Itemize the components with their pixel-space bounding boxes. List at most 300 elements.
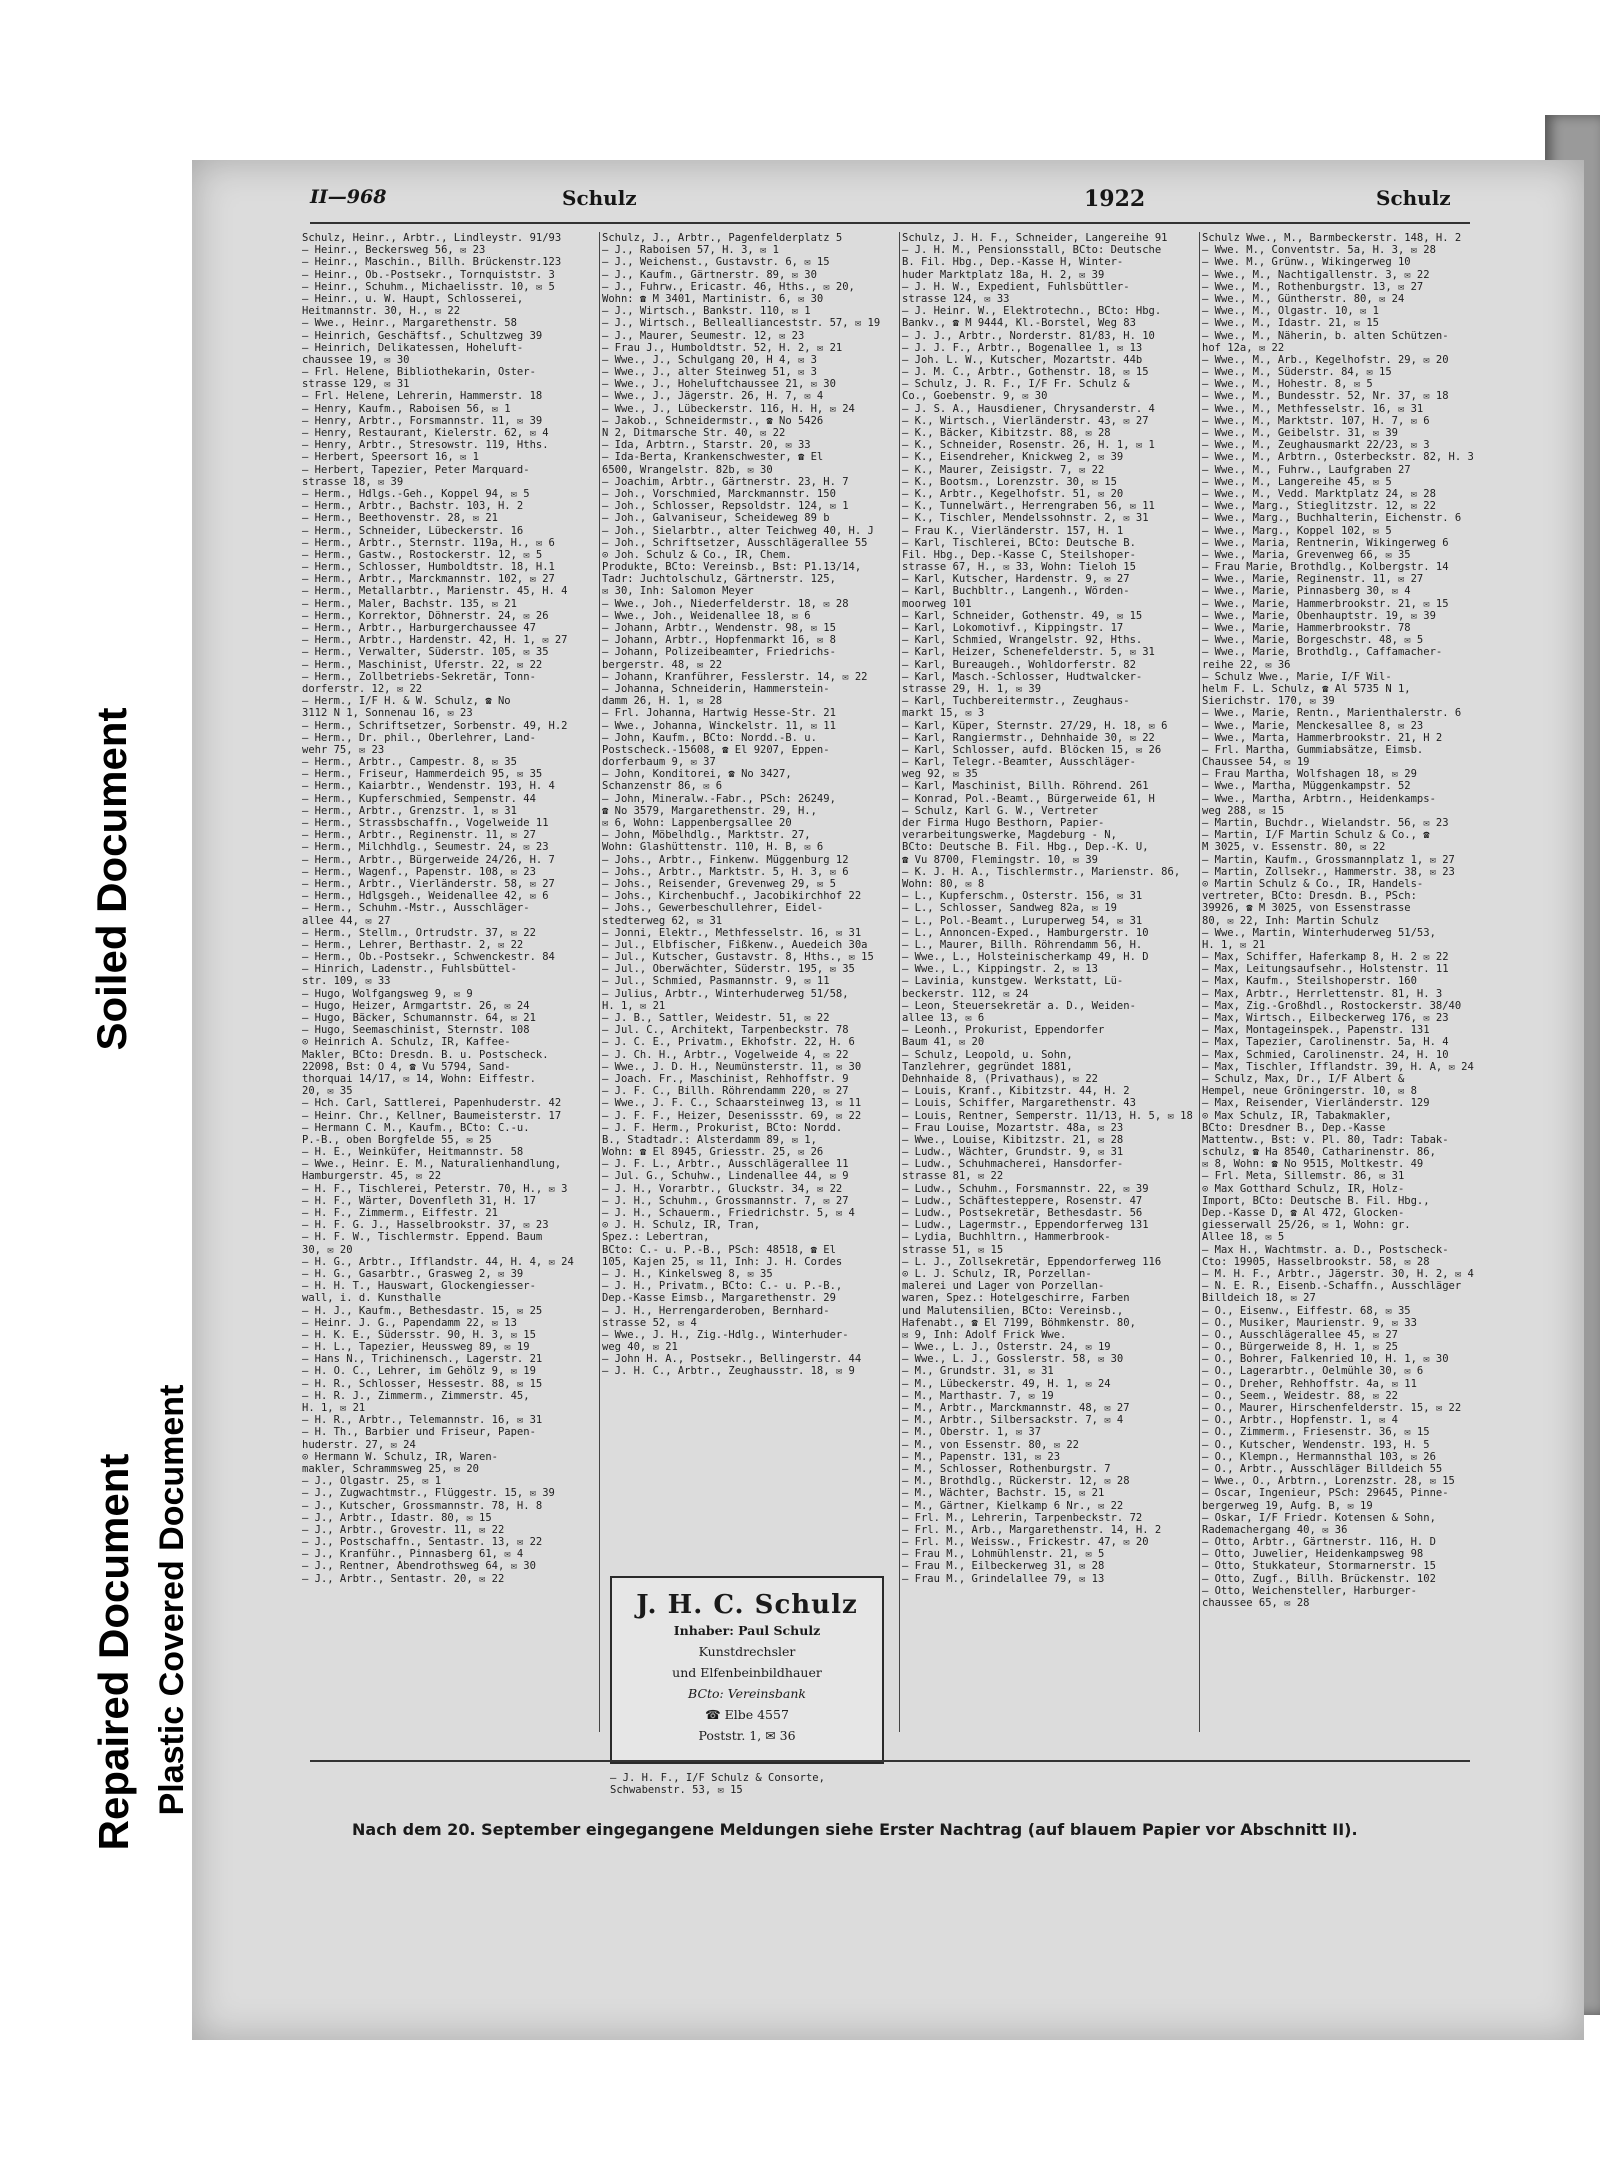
directory-entry: Rademachergang 40, ✉ 36	[1202, 1523, 1348, 1536]
directory-entry: — O., Ausschlägerallee 45, ✉ 27	[1202, 1328, 1398, 1341]
directory-entry: — Wwe., M., Vedd. Marktplatz 24, ✉ 28	[1202, 487, 1436, 500]
directory-entry: thorquai 14/17, ✉ 14, Wohn: Eiffestr.	[302, 1072, 536, 1085]
directory-entry: — Herm., Korrektor, Döhnerstr. 24, ✉ 26	[302, 609, 549, 622]
directory-entry: Schulz, J. H. F., Schneider, Langereihe 91	[902, 232, 1168, 244]
directory-entry: Fil. Hbg., Dep.-Kasse C, Steilshoper-	[902, 548, 1136, 561]
directory-entry: — Wwe., M., Nachtigallenstr. 3, ✉ 22	[1202, 268, 1430, 281]
directory-entry: — Louis, Kranf., Kibitzstr. 44, H. 2	[902, 1085, 1130, 1098]
directory-entry: — Herm., Arbtr., Marckmannstr. 102, ✉ 27	[302, 573, 555, 586]
directory-entry: — Johanna, Schneiderin, Hammerstein-	[602, 682, 830, 695]
directory-entry: — Max, Zig.-Großhdl., Rostockerstr. 38/40	[1202, 999, 1462, 1012]
directory-entry: — Herm., Arbtr., Bürgerweide 24/26, H. 7	[302, 853, 555, 866]
directory-entry: — Ludw., Lagermstr., Eppendorferweg 131	[902, 1219, 1149, 1232]
directory-entry: — H. F., Wärter, Dovenfleth 31, H. 17	[302, 1194, 536, 1207]
directory-entry: strasse 129, ✉ 31	[302, 378, 410, 391]
directory-entry: — K., Eisendreher, Knickweg 2, ✉ 39	[902, 451, 1124, 464]
directory-entry: — O., Eisenw., Eiffestr. 68, ✉ 35	[1202, 1304, 1411, 1317]
directory-entry: — H. E., Weinküfer, Heitmannstr. 58	[302, 1146, 524, 1159]
directory-entry: Dep.-Kasse Eimsb., Margarethenstr. 29	[602, 1292, 836, 1305]
directory-entry: ⊙ Martin Schulz & Co., IR, Handels-	[1202, 877, 1424, 890]
directory-entry: — Martin, Zollsekr., Hammerstr. 38, ✉ 23	[1202, 865, 1455, 878]
directory-entry: — L., Annoncen-Exped., Hamburgerstr. 10	[902, 926, 1149, 939]
soiled-document-label: Soiled Document	[88, 707, 135, 1051]
directory-entry: — J., Raboisen 57, H. 3, ✉ 1	[602, 244, 780, 257]
directory-entry: — Wwe. M., Grünw., Wikingerweg 10	[1202, 256, 1411, 269]
directory-entry: — Karl, Tischlerei, BCto: Deutsche B.	[902, 536, 1136, 549]
directory-entry: — Joach. Fr., Maschinist, Rehhoffstr. 9	[602, 1072, 849, 1085]
directory-entry: — J. H., Schuhm., Grossmannstr. 7, ✉ 27	[602, 1194, 849, 1207]
directory-entry: — Herm., Dr. phil., Oberlehrer, Land-	[302, 731, 536, 744]
directory-entry: — Otto, Stukkateur, Stormarnerstr. 15	[1202, 1560, 1436, 1573]
directory-entry: — Herm., Beethovenstr. 28, ✉ 21	[302, 512, 498, 525]
directory-entry: — Wwe., Marie, Menckesallee 8, ✉ 23	[1202, 719, 1424, 732]
directory-entry: — Joachim, Arbtr., Gärtnerstr. 23, H. 7	[602, 475, 849, 488]
directory-entry: — Wwe., M., Fuhrw., Laufgraben 27	[1202, 463, 1411, 476]
header-name-right: Schulz	[1376, 186, 1451, 210]
directory-entry: Hamburgerstr. 45, ✉ 22	[302, 1170, 442, 1183]
directory-entry: — J. M. C., Arbtr., Gothenstr. 18, ✉ 15	[902, 366, 1149, 379]
directory-entry: — Martin, I/F Martin Schulz & Co., ☎	[1202, 829, 1430, 842]
directory-entry: — M. H. F., Arbtr., Jägerstr. 30, H. 2, ✉ 4	[1202, 1267, 1474, 1280]
directory-entry: ⊙ J. H. Schulz, IR, Tran,	[602, 1219, 761, 1232]
directory-entry: — Martin, Buchdr., Wielandstr. 56, ✉ 23	[1202, 817, 1449, 829]
directory-entry: — Frl. Helene, Bibliothekarin, Oster-	[302, 366, 536, 379]
directory-entry: — J. Heinr. W., Elektrotechn., BCto: Hbg.	[902, 305, 1162, 318]
directory-entry: — Wwe., M., Süderstr. 84, ✉ 15	[1202, 366, 1392, 379]
directory-entry: — Herm., Metallarbtr., Marienstr. 45, H. 4	[302, 585, 568, 598]
directory-entry: Dep.-Kasse D, ☎ Al 472, Glocken-	[1202, 1207, 1405, 1219]
directory-entry: — Schulz Wwe., Marie, I/F Wil-	[1202, 670, 1392, 683]
directory-entry: — Jakob., Schneidermstr., ☎ No 5426	[602, 414, 824, 427]
directory-entry: — M., Arbtr., Marckmannstr. 48, ✉ 27	[902, 1402, 1130, 1414]
directory-entry: — M., von Essenstr. 80, ✉ 22	[902, 1438, 1080, 1451]
directory-entry: — Wwe., Marie, Hammerbrookstr. 78	[1202, 622, 1411, 634]
directory-entry: — K., Tunnelwärt., Herrengraben 56, ✉ 11	[902, 500, 1155, 513]
directory-entry: B. Fil. Hbg., Dep.-Kasse H, Winter-	[902, 256, 1124, 269]
directory-entry: — Wwe., Marg., Stieglitzstr. 12, ✉ 22	[1202, 500, 1436, 513]
directory-entry: ⊙ Heinrich A. Schulz, IR, Kaffee-	[302, 1036, 511, 1049]
directory-entry: — Otto, Juwelier, Heidenkampsweg 98	[1202, 1548, 1424, 1561]
page-header	[310, 178, 1470, 224]
directory-entry: N 2, Ditmarsche Str. 40, ✉ 22	[602, 427, 786, 439]
directory-entry: strasse 52, ✉ 4	[602, 1316, 697, 1329]
directory-entry: Wohn: Glashüttenstr. 110, H. B, ✉ 6	[602, 841, 824, 854]
directory-entry: — Frl. M., Lehrerin, Tarpenbeckstr. 72	[902, 1511, 1143, 1524]
directory-entry: — O., Dreher, Rehhoffstr. 4a, ✉ 11	[1202, 1377, 1417, 1390]
directory-entry: — Herbert, Speersort 16, ✉ 1	[302, 451, 480, 464]
repaired-document-label: Repaired Document	[90, 1453, 137, 1851]
directory-entry: makler, Schrammsweg 25, ✉ 20	[302, 1462, 480, 1475]
header-name-left: Schulz	[562, 186, 637, 210]
directory-entry: — H. R., Schlosser, Hessestr. 88, ✉ 15	[302, 1377, 543, 1390]
directory-entry: — Max, Tapezier, Carolinenstr. 5a, H. 4	[1202, 1036, 1449, 1049]
directory-entry: Chaussee 54, ✉ 19	[1202, 756, 1310, 769]
directory-entry: — Herm., Maler, Bachstr. 135, ✉ 21	[302, 597, 517, 610]
directory-entry: — Frau M., Grindelallee 79, ✉ 13	[902, 1572, 1105, 1585]
directory-entry: — Karl, Schmied, Wrangelstr. 92, Hths.	[902, 634, 1143, 647]
directory-entry: — Wwe., Marie, Borgeschstr. 48, ✉ 5	[1202, 634, 1424, 647]
directory-entry: — J., Weichenst., Gustavstr. 6, ✉ 15	[602, 256, 830, 269]
directory-entry: bergerweg 19, Aufg. B, ✉ 19	[1202, 1499, 1373, 1512]
directory-entry: — Johann, Arbtr., Wendenstr. 98, ✉ 15	[602, 622, 836, 634]
directory-entry: — Herm., Arbtr., Harburgerchaussee 47	[302, 622, 536, 634]
directory-entry: — Herm., Schneider, Lübeckerstr. 16	[302, 524, 524, 537]
directory-entry: Schulz Wwe., M., Barmbeckerstr. 148, H. 2	[1202, 232, 1462, 244]
directory-entry: ⊙ Joh. Schulz & Co., IR, Chem.	[602, 548, 792, 561]
directory-entry: — Frau Martha, Wolfshagen 18, ✉ 29	[1202, 768, 1417, 781]
directory-entry: — H. R., Arbtr., Telemannstr. 16, ✉ 31	[302, 1414, 543, 1427]
directory-entry: — Wwe., Heinr. E. M., Naturalienhandlung,	[302, 1158, 562, 1171]
directory-entry: — Frau Marie, Brothdlg., Kolbergstr. 14	[1202, 561, 1449, 574]
directory-entry: — Herbert, Tapezier, Peter Marquard-	[302, 463, 530, 476]
directory-entry: — Herm., Kupferschmied, Sempenstr. 44	[302, 792, 536, 805]
directory-entry: — Frl. M., Weissw., Frickestr. 47, ✉ 20	[902, 1536, 1149, 1549]
directory-entry: — Wwe., M., Arb., Kegelhofstr. 29, ✉ 20	[1202, 353, 1449, 366]
directory-entry: — J., Arbtr., Sentastr. 20, ✉ 22	[302, 1572, 505, 1585]
directory-entry: — Wwe., J. H., Zig.-Hdlg., Winterhuder-	[602, 1328, 849, 1341]
directory-entry: str. 109, ✉ 33	[302, 975, 391, 988]
header-year: 1922	[1084, 186, 1146, 212]
directory-entry: 39926, ☎ M 3025, von Essenstrasse	[1202, 902, 1411, 915]
directory-entry: Heitmannstr. 30, H., ✉ 22	[302, 305, 461, 318]
directory-entry: — Ida, Arbtrn., Starstr. 20, ✉ 33	[602, 439, 811, 452]
directory-entry: — Karl, Schlosser, aufd. Blöcken 15, ✉ 26	[902, 743, 1162, 756]
directory-entry: ✉ 9, Inh: Adolf Frick Wwe.	[902, 1328, 1067, 1341]
directory-entry: — Wwe., Marg., Koppel 102, ✉ 5	[1202, 524, 1392, 537]
directory-entry: — Ida-Berta, Krankenschwester, ☎ El	[602, 451, 824, 464]
directory-entry: BCto: C.- u. P.-B., PSch: 48518, ☎ El	[602, 1243, 836, 1256]
directory-entry: — M., Papenstr. 131, ✉ 23	[902, 1450, 1061, 1463]
directory-entry: — Wwe., Martha, Müggenkampstr. 52	[1202, 780, 1411, 793]
ad-trade: Kunstdrechsler	[698, 1644, 796, 1659]
directory-entry: — J. F. C., Billh. Röhrendamm 220, ✉ 27	[602, 1085, 849, 1098]
directory-entry: — J., Fuhrw., Ericastr. 46, Hths., ✉ 20,	[602, 280, 855, 293]
advertisement-box	[610, 1576, 884, 1764]
directory-entry: — John, Konditorei, ☎ No 3427,	[602, 768, 792, 781]
directory-entry: — Herm., Schlosser, Humboldtstr. 18, H.1	[302, 561, 555, 574]
directory-entry: — Wwe., Joh., Niederfelderstr. 18, ✉ 28	[602, 597, 849, 610]
directory-entry: — Max, Arbtr., Herrlettenstr. 81, H. 3	[1202, 987, 1443, 1000]
directory-entry: — John H. A., Postsekr., Bellingerstr. 44	[602, 1353, 862, 1366]
directory-entry: — Joh., Galvaniseur, Scheideweg 89 b	[602, 512, 830, 525]
directory-entry: — Ludw., Schuhmacherei, Hansdorfer-	[902, 1158, 1124, 1171]
directory-entry: weg 40, ✉ 21	[602, 1341, 678, 1354]
directory-entry: — Max, Schiffer, Haferkamp 8, H. 2 ✉ 22	[1202, 951, 1449, 964]
directory-entry: Makler, BCto: Dresdn. B. u. Postscheck.	[302, 1048, 549, 1061]
directory-entry: — Wwe., Martha, Arbtrn., Heidenkamps-	[1202, 792, 1436, 805]
directory-entry: 30, ✉ 20	[302, 1243, 353, 1256]
directory-entry: — Heinr., Schuhm., Michaelisstr. 10, ✉ 5	[302, 280, 555, 293]
directory-entry: Baum 41, ✉ 20	[902, 1036, 985, 1049]
directory-entry: — Johs., Reisender, Grevenweg 29, ✉ 5	[602, 877, 836, 890]
directory-entry: — Joh. L. W., Kutscher, Mozartstr. 44b	[902, 353, 1143, 366]
directory-entry: — Heinr., Maschin., Billh. Brückenstr.123	[302, 256, 562, 269]
directory-entry: — Herm., Strassbschaffn., Vogelweide 11	[302, 817, 549, 829]
directory-entry: — Wwe., Maria, Grevenweg 66, ✉ 35	[1202, 548, 1411, 561]
directory-entry: — Frl. Martha, Gummiabsätze, Eimsb.	[1202, 743, 1424, 756]
directory-entry: — Wwe., Marg., Buchhalterin, Eichenstr. 6	[1202, 512, 1462, 525]
directory-entry: — J., Wirtsch., Bankstr. 110, ✉ 1	[602, 305, 811, 318]
directory-entry: — Ludw., Wächter, Grundstr. 9, ✉ 31	[902, 1146, 1124, 1159]
directory-entry: damm 26, H. 1, ✉ 28	[602, 695, 723, 708]
directory-entry: chaussee 19, ✉ 30	[302, 353, 410, 366]
directory-entry: — Jul., Oberwächter, Süderstr. 195, ✉ 35	[602, 963, 855, 976]
directory-entry: — Schulz, J. R. F., I/F Fr. Schulz &	[902, 378, 1130, 391]
directory-entry: — O., Maurer, Hirschenfelderstr. 15, ✉ 22	[1202, 1402, 1462, 1414]
directory-entry: — Oskar, I/F Friedr. Kotensen & Sohn,	[1202, 1511, 1436, 1524]
directory-entry: — Joh., Vorschmied, Marckmannstr. 150	[602, 487, 836, 500]
directory-entry: — J. J., Arbtr., Norderstr. 81/83, H. 10	[902, 329, 1155, 342]
directory-entry: — H. Th., Barbier und Friseur, Papen-	[302, 1426, 536, 1439]
directory-entry: — Herm., Hdlgsgeh., Weidenallee 42, ✉ 6	[302, 890, 549, 903]
directory-entry: H. 1, ✉ 21	[302, 1402, 366, 1414]
directory-entry: schulz, ☎ Ha 8540, Catharinenstr. 86,	[1202, 1146, 1436, 1159]
after-ad-entries	[610, 1772, 890, 1796]
footer-rule	[310, 1760, 1470, 1762]
directory-entry: — J. J. F., Arbtr., Bogenallee 1, ✉ 13	[902, 341, 1143, 354]
directory-entry: — Frl. M., Arb., Margarethenstr. 14, H. 2	[902, 1523, 1162, 1536]
directory-entry: giesserwall 25/26, ✉ 1, Wohn: gr.	[1202, 1219, 1411, 1232]
directory-entry: — Heinr., u. W. Haupt, Schlosserei,	[302, 292, 524, 305]
directory-entry: — O., Klempn., Hermannsthal 103, ✉ 26	[1202, 1450, 1436, 1463]
directory-entry: — J. H. W., Expedient, Fuhlsbüttler-	[902, 280, 1130, 293]
directory-entry: strasse 18, ✉ 39	[302, 475, 404, 488]
directory-entry: — Herm., Zollbetriebs-Sekretär, Tonn-	[302, 670, 536, 683]
directory-entry: ✉ 30, Inh: Salomon Meyer	[602, 585, 754, 598]
ad-title: J. H. C. Schulz	[636, 1590, 858, 1620]
directory-entry: — Herm., Arbtr., Campestr. 8, ✉ 35	[302, 756, 517, 769]
ad-address: Poststr. 1, ✉ 36	[698, 1728, 796, 1743]
directory-entry: — Wwe., O., Arbtrn., Lorenzstr. 28, ✉ 15	[1202, 1475, 1455, 1488]
directory-entry: — Hinrich, Ladenstr., Fuhlsbüttel-	[302, 963, 517, 976]
directory-entry: BCto: Deutsche B. Fil. Hbg., Dep.-K. U,	[902, 841, 1149, 854]
directory-entry: — J. H. M., Pensionsstall, BCto: Deutsche	[902, 244, 1162, 257]
directory-entry: — J., Postschaffn., Sentastr. 13, ✉ 22	[302, 1536, 543, 1549]
directory-entry: — Herm., Milchhdlg., Seumestr. 24, ✉ 23	[302, 841, 549, 854]
directory-entry: — Wwe., M., Näherin, b. alten Schützen-	[1202, 329, 1449, 342]
directory-entry: — Oscar, Ingenieur, PSch: 29645, Pinne-	[1202, 1487, 1449, 1500]
directory-entry: Cto: 19905, Hasselbrookstr. 58, ✉ 28	[1202, 1255, 1430, 1268]
directory-entry: — Johs., Kirchenbuchf., Jacobikirchhof 22	[602, 890, 862, 903]
directory-entry: strasse 29, H. 1, ✉ 39	[902, 682, 1042, 695]
directory-entry: — Wwe., J. F. C., Schaarsteinweg 13, ✉ 11	[602, 1097, 862, 1110]
directory-entry: — H. G., Arbtr., Ifflandstr. 44, H. 4, ✉ 24	[302, 1255, 574, 1268]
directory-entry: — Karl, Bureaugeh., Wohldorferstr. 82	[902, 658, 1136, 671]
directory-entry: — Herm., I/F H. & W. Schulz, ☎ No	[302, 695, 511, 708]
directory-entry: — Frau M., Eilbeckerweg 31, ✉ 28	[902, 1560, 1105, 1573]
directory-entry: — Karl, Masch.-Schlosser, Hudtwalcker-	[902, 670, 1143, 683]
directory-entry: — Herm., Lehrer, Berthastr. 2, ✉ 22	[302, 938, 524, 951]
directory-entry: — K. J. H. A., Tischlermstr., Marienstr. 86,	[902, 865, 1181, 878]
directory-entry: malerei und Lager von Porzellan-	[902, 1280, 1105, 1293]
directory-entry: — Johs., Arbtr., Finkenw. Müggenburg 12	[602, 853, 849, 866]
directory-entry: — M., Gärtner, Kielkamp 6 Nr., ✉ 22	[902, 1499, 1124, 1512]
directory-entry: — J., Kutscher, Grossmannstr. 78, H. 8	[302, 1499, 543, 1512]
column-divider	[599, 232, 600, 1732]
directory-entry: — J., Wirtsch., Belleallianceststr. 57, ✉ 19	[602, 317, 881, 330]
directory-entry: — Karl, Lokomotivf., Kippingstr. 17	[902, 622, 1124, 634]
directory-entry: — Wwe., M., Geibelstr. 31, ✉ 39	[1202, 427, 1398, 439]
directory-entry: — Heinrich, Delikatessen, Hoheluft-	[302, 341, 524, 354]
directory-entry: — J. Ch. H., Arbtr., Vogelweide 4, ✉ 22	[602, 1048, 849, 1061]
directory-entry: — J., Arbtr., Idastr. 80, ✉ 15	[302, 1511, 492, 1524]
directory-entry: beckerstr. 112, ✉ 24	[902, 987, 1029, 1000]
directory-entry: — K., Schneider, Rosenstr. 26, H. 1, ✉ 1	[902, 439, 1155, 452]
directory-entry: — Hugo, Seemaschinist, Sternstr. 108	[302, 1024, 530, 1037]
directory-entry: — Wwe., Martin, Winterhuderweg 51/53,	[1202, 926, 1436, 939]
directory-entry: — Frl. Meta, Sillemstr. 86, ✉ 31	[1202, 1170, 1405, 1183]
directory-entry: huder Marktplatz 18a, H. 2, ✉ 39	[902, 268, 1105, 281]
ad-bank: BCto: Vereinsbank	[688, 1686, 806, 1701]
directory-entry: — Max, Tischler, Ifflandstr. 39, H. A, ✉ 24	[1202, 1060, 1474, 1073]
directory-entry: — Jul. G., Schuhw., Lindenallee 44, ✉ 9	[602, 1170, 849, 1183]
directory-entry: — O., Arbtr., Ausschläger Billdeich 55	[1202, 1462, 1443, 1475]
directory-entry: — Frl. Helene, Lehrerin, Hammerstr. 18	[302, 390, 543, 403]
directory-entry: — H. F., Zimmerm., Eiffestr. 21	[302, 1207, 498, 1219]
directory-entry: — Frau K., Vierländerstr. 157, H. 1	[902, 524, 1124, 537]
ad-phone: ☎ Elbe 4557	[705, 1707, 789, 1722]
directory-entry: — K., Bootsm., Lorenzstr. 30, ✉ 15	[902, 475, 1117, 488]
directory-entry: — Wwe., J., Lübeckerstr. 116, H. H, ✉ 24	[602, 402, 855, 415]
directory-entry: Wohn: ☎ El 8945, Griesstr. 25, ✉ 26	[602, 1146, 824, 1159]
directory-entry: — Wwe., M., Methfesselstr. 16, ✉ 31	[1202, 402, 1424, 415]
directory-entry: — J. F. L., Arbtr., Ausschlägerallee 11	[602, 1158, 849, 1171]
directory-entry: ☎ Vu 8700, Flemingstr. 10, ✉ 39	[902, 853, 1098, 866]
directory-entry: — Wwe., M., Marktstr. 107, H. 7, ✉ 6	[1202, 414, 1430, 427]
directory-entry: — H. F. W., Tischlermstr. Eppend. Baum	[302, 1231, 543, 1244]
directory-entry: — Max, Montageinspek., Papenstr. 131	[1202, 1024, 1430, 1037]
directory-entry: — Herm., Stellm., Ortrudstr. 37, ✉ 22	[302, 926, 536, 939]
directory-entry: — Herm., Maschinist, Uferstr. 22, ✉ 22	[302, 658, 543, 671]
directory-entry: — Ludw., Schäftesteppere, Rosenstr. 47	[902, 1194, 1143, 1207]
directory-entry: — O., Lagerarbtr., Oelmühle 30, ✉ 6	[1202, 1365, 1424, 1378]
directory-entry: hof 12a, ✉ 22	[1202, 341, 1285, 354]
scanned-page	[192, 160, 1584, 2040]
directory-entry: weg 288, ✉ 15	[1202, 804, 1285, 817]
directory-entry: — Herm., Arbtr., Vierländerstr. 58, ✉ 27	[302, 877, 555, 890]
directory-entry: — Heinr. J. G., Papendamm 22, ✉ 13	[302, 1316, 517, 1329]
directory-entry: — Herm., Wagenf., Papenstr. 108, ✉ 23	[302, 865, 536, 878]
directory-entry: — L., Pol.-Beamt., Luruperweg 54, ✉ 31	[902, 914, 1143, 927]
directory-entry: — Wwe., Marie, Hammerbrookstr. 21, ✉ 15	[1202, 597, 1449, 610]
directory-entry: — J. C. E., Privatm., Ekhofstr. 22, H. 6	[602, 1036, 855, 1049]
directory-entry: — Hch. Carl, Sattlerei, Papenhuderstr. 42	[302, 1097, 562, 1110]
directory-entry: — K., Arbtr., Kegelhofstr. 51, ✉ 20	[902, 487, 1124, 500]
directory-entry: BCto: Dresdner B., Dep.-Kasse	[1202, 1121, 1386, 1134]
directory-entry: — M., Marthastr. 7, ✉ 19	[902, 1389, 1054, 1402]
directory-entry: — Jul. C., Architekt, Tarpenbeckstr. 78	[602, 1024, 849, 1037]
directory-entry: — O., Zimmerm., Friesenstr. 36, ✉ 15	[1202, 1426, 1430, 1439]
directory-entry: — Wwe., J., alter Steinweg 51, ✉ 3	[602, 366, 817, 379]
directory-entry: ⊙ Max Schulz, IR, Tabakmakler,	[1202, 1109, 1392, 1122]
directory-entry: — Wwe., M., Langereihe 45, ✉ 5	[1202, 475, 1392, 488]
directory-entry: — J. H., Kinkelsweg 8, ✉ 35	[602, 1267, 773, 1280]
directory-entry: 20, ✉ 35	[302, 1085, 353, 1098]
directory-entry: H. 1, ✉ 21	[602, 999, 666, 1012]
directory-entry: — Karl, Heizer, Schenefelderstr. 5, ✉ 31	[902, 646, 1155, 659]
directory-entry: dorferstr. 12, ✉ 22	[302, 682, 423, 695]
directory-entry: — Wwe., M., Arbtrn., Osterbeckstr. 82, H. 3	[1202, 451, 1474, 464]
directory-entry: — J. F. Herm., Prokurist, BCto: Nordd.	[602, 1121, 843, 1134]
directory-entry: — Herm., Arbtr., Hardenstr. 42, H. 1, ✉ 27	[302, 634, 568, 647]
directory-entry: 22098, Bst: O 4, ☎ Vu 5794, Sand-	[302, 1060, 511, 1073]
directory-entry: — H. H. T., Hauswart, Glockengiesser-	[302, 1280, 536, 1293]
directory-entry: — M., Lübeckerstr. 49, H. 1, ✉ 24	[902, 1377, 1111, 1390]
directory-entry: — Karl, Schneider, Gothenstr. 49, ✉ 15	[902, 609, 1143, 622]
directory-entry: — Max, Kaufm., Steilshoperstr. 160	[1202, 975, 1417, 988]
directory-entry: — Hermann C. M., Kaufm., BCto: C.-u.	[302, 1121, 530, 1134]
directory-entry: — Heinrich, Geschäftsf., Schultzweg 39	[302, 329, 543, 342]
directory-entry: — H. R. J., Zimmerm., Zimmerstr. 45,	[302, 1389, 530, 1402]
directory-entry: — Wwe., Marie, Obenhauptstr. 19, ✉ 39	[1202, 609, 1436, 622]
directory-entry: — Jul., Schmied, Pasmannstr. 9, ✉ 11	[602, 975, 830, 988]
directory-entry: — H. F. G. J., Hasselbrookstr. 37, ✉ 23	[302, 1219, 549, 1232]
directory-entry: chaussee 65, ✉ 28	[1202, 1597, 1310, 1609]
directory-entry: — Wwe., Joh., Weidenallee 18, ✉ 6	[602, 609, 811, 622]
directory-entry: huderstr. 27, ✉ 24	[302, 1438, 416, 1451]
directory-entry: — Wwe., J., Schulgang 20, H 4, ✉ 3	[602, 353, 817, 366]
directory-entry: — Frau M., Lohmühlenstr. 21, ✉ 5	[902, 1548, 1105, 1561]
directory-entry: — Karl, Kutscher, Hardenstr. 9, ✉ 27	[902, 573, 1130, 586]
directory-entry: B., Stadtadr.: Alsterdamm 89, ✉ 1,	[602, 1133, 817, 1146]
directory-entry: — Herm., Kaiarbtr., Wendenstr. 193, H. 4	[302, 780, 555, 793]
column-divider	[1199, 232, 1200, 1732]
directory-entry: — M., Schlosser, Rothenburgstr. 7	[902, 1462, 1111, 1475]
directory-entry: — M., Wächter, Bachstr. 15, ✉ 21	[902, 1487, 1105, 1500]
directory-entry: Schulz, J., Arbtr., Pagenfelderplatz 5	[602, 232, 843, 244]
directory-entry: — Leon, Steuersekretär a. D., Weiden-	[902, 999, 1136, 1012]
directory-entry: — M., Brothdlg., Rückerstr. 12, ✉ 28	[902, 1475, 1130, 1488]
column-1	[302, 232, 596, 1732]
directory-entry: Tanzlehrer, gegründet 1881,	[902, 1060, 1073, 1073]
column-3	[902, 232, 1196, 1732]
directory-entry: — O., Seem., Weidestr. 88, ✉ 22	[1202, 1389, 1398, 1402]
directory-entry: — Max, Leitungsaufsehr., Holstenstr. 11	[1202, 963, 1449, 976]
directory-entry: — Schulz, Karl G. W., Vertreter	[902, 804, 1098, 817]
directory-entry: — J. S. A., Hausdiener, Chrysanderstr. 4	[902, 402, 1155, 415]
directory-entry: — Lavinia, kunstgew. Werkstatt, Lü-	[902, 975, 1124, 988]
directory-entry: — Wwe., M., Olgastr. 10, ✉ 1	[1202, 305, 1380, 318]
directory-entry: — J. B., Sattler, Weidestr. 51, ✉ 22	[602, 1012, 830, 1024]
directory-entry: — Karl, Maschinist, Billh. Röhrend. 261	[902, 780, 1149, 793]
directory-entry: — J., Kaufm., Gärtnerstr. 89, ✉ 30	[602, 268, 817, 281]
directory-entry: — Wwe., M., Güntherstr. 80, ✉ 24	[1202, 292, 1405, 305]
directory-entry: — M., Grundstr. 31, ✉ 31	[902, 1365, 1054, 1378]
directory-entry: — J. F. F., Heizer, Desenissstr. 69, ✉ 22	[602, 1109, 862, 1122]
column-2	[602, 232, 896, 1572]
directory-entry: Co., Goebenstr. 9, ✉ 30	[902, 390, 1048, 403]
directory-entry: allee 44, ✉ 27	[302, 914, 391, 927]
directory-entry: — Henry, Restaurant, Kielerstr. 62, ✉ 4	[302, 427, 549, 439]
directory-entry: ☎ No 3579, Margarethenstr. 29, H.,	[602, 804, 817, 817]
directory-entry: — Wwe., M., Idastr. 21, ✉ 15	[1202, 317, 1380, 330]
directory-entry: — Karl, Küper, Sternstr. 27/29, H. 18, ✉ 6	[902, 719, 1168, 732]
directory-entry: — Henry, Arbtr., Stresowstr. 119, Hths.	[302, 439, 549, 452]
directory-entry: — Wwe., J., Jägerstr. 26, H. 7, ✉ 4	[602, 390, 824, 403]
directory-entry: — L., Kupferschm., Osterstr. 156, ✉ 31	[902, 890, 1143, 903]
directory-entry: ✉ 8, Wohn: ☎ No 9515, Moltkestr. 49	[1202, 1158, 1424, 1171]
directory-entry: — Henry, Kaufm., Raboisen 56, ✉ 1	[302, 402, 511, 415]
directory-entry: — John, Möbelhdlg., Marktstr. 27,	[602, 829, 811, 842]
directory-entry: — Wwe., Marta, Hammerbrookstr. 21, H 2	[1202, 731, 1443, 744]
directory-entry: — Konrad, Pol.-Beamt., Bürgerweide 61, H	[902, 792, 1155, 805]
directory-entry: — N. E. R., Eisenb.-Schaffn., Ausschläger	[1202, 1280, 1462, 1293]
directory-entry: — Wwe., L. J., Osterstr. 24, ✉ 19	[902, 1341, 1111, 1354]
directory-entry: — O., Bürgerweide 8, H. 1, ✉ 25	[1202, 1341, 1398, 1354]
directory-entry: Import, BCto: Deutsche B. Fil. Hbg.,	[1202, 1194, 1430, 1207]
directory-entry: helm F. L. Schulz, ☎ Al 5735 N 1,	[1202, 682, 1411, 695]
directory-entry: Spez.: Lebertran,	[602, 1231, 710, 1244]
